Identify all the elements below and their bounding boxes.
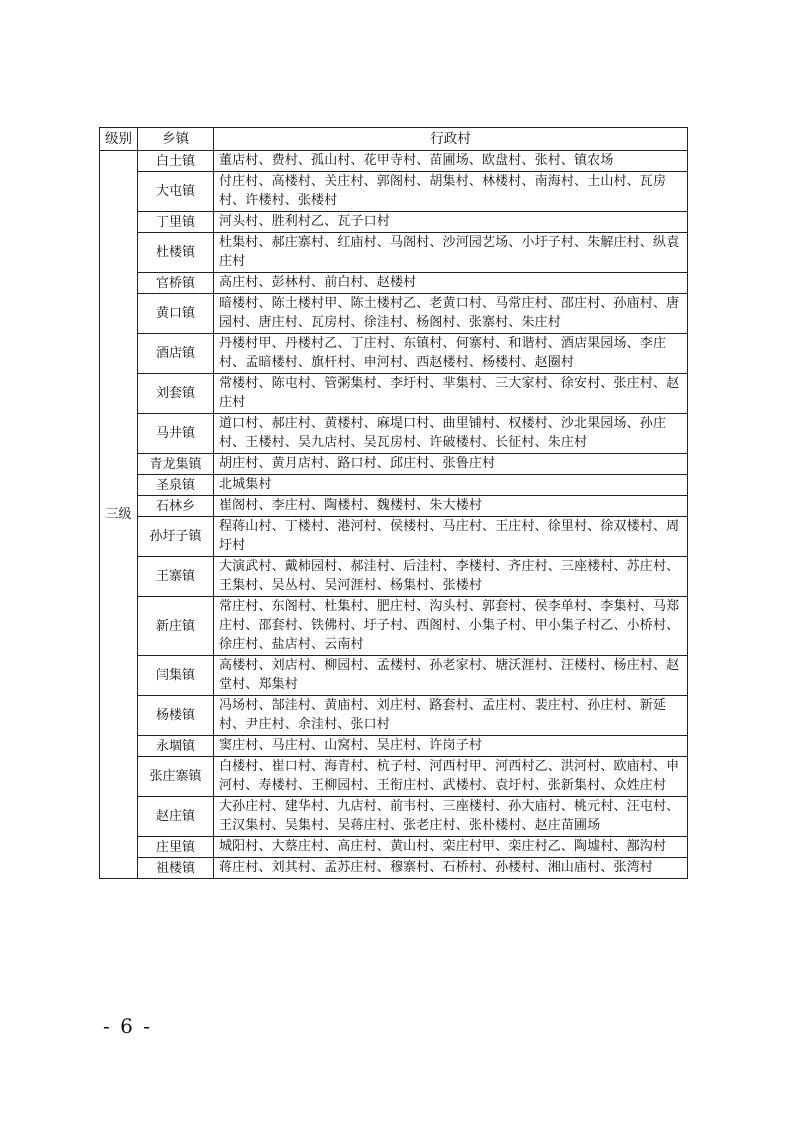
town-cell: 马井镇 (138, 414, 214, 454)
villages-cell: 城阳村、大蔡庄村、高庄村、黄山村、栾庄村甲、栾庄村乙、陶墟村、鄯沟村 (214, 837, 688, 858)
table-row (100, 374, 688, 414)
table-row (100, 858, 688, 879)
town-cell: 张庄寨镇 (138, 757, 214, 797)
villages-cell: 白楼村、崔口村、海青村、杭子村、河西村甲、河西村乙、洪河村、欧庙村、申河村、寿楼村、王柳园村、王衔庄村、武楼村、袁圩村、张新集村、众姓庄村 (214, 757, 688, 797)
town-cell: 石林乡 (138, 496, 214, 517)
table-row (100, 517, 688, 557)
villages-cell: 高楼村、刘店村、柳园村、孟楼村、孙老家村、塘沃涯村、汪楼村、杨庄村、赵堂村、郑集村 (214, 656, 688, 696)
town-cell: 闫集镇 (138, 656, 214, 696)
table-row (100, 151, 688, 172)
table-row (100, 736, 688, 757)
villages-cell: 胡庄村、黄月店村、路口村、邱庄村、张鲁庄村 (214, 454, 688, 475)
villages-cell: 冯场村、郜洼村、黄庙村、刘庄村、路套村、孟庄村、裴庄村、孙庄村、新延村、尹庄村、余洼村、张口村 (214, 696, 688, 736)
town-cell: 大屯镇 (138, 172, 214, 212)
villages-cell: 崔阁村、李庄村、陶楼村、魏楼村、朱大楼村 (214, 496, 688, 517)
town-cell: 庄里镇 (138, 837, 214, 858)
table-row (100, 496, 688, 517)
table-row (100, 172, 688, 212)
villages-cell: 河头村、胜利村乙、瓦子口村 (214, 212, 688, 233)
village-table (99, 127, 688, 879)
villages-cell: 常庄村、东阁村、杜集村、肥庄村、沟头村、郭套村、侯李单村、李集村、马郑庄村、邵套村、铁佛村、圩子村、西阁村、小集子村、甲小集子村乙、小桥村、徐庄村、盐店村、云南村 (214, 597, 688, 656)
town-cell: 酒店镇 (138, 334, 214, 374)
table-header-row (100, 128, 688, 151)
town-cell: 杜楼镇 (138, 233, 214, 273)
villages-cell: 董店村、费村、孤山村、花甲寺村、苗圃场、欧盘村、张村、镇农场 (214, 151, 688, 172)
villages-cell: 蒋庄村、刘其村、孟苏庄村、穆寨村、石桥村、孙楼村、湘山庙村、张湾村 (214, 858, 688, 879)
table-row (100, 334, 688, 374)
table-row (100, 414, 688, 454)
villages-cell: 道口村、郝庄村、黄楼村、麻堤口村、曲里铺村、权楼村、沙北果园场、孙庄村、王楼村、吴九店村、吴瓦房村、许破楼村、长征村、朱庄村 (214, 414, 688, 454)
table-row (100, 454, 688, 475)
table-row (100, 597, 688, 656)
table-row (100, 757, 688, 797)
table-row (100, 233, 688, 273)
villages-cell: 大孙庄村、建华村、九店村、前韦村、三座楼村、孙大庙村、桃元村、汪屯村、王汉集村、吴集村、吴蒋庄村、张老庄村、张朴楼村、赵庄苗圃场 (214, 797, 688, 837)
table-row (100, 557, 688, 597)
town-cell: 青龙集镇 (138, 454, 214, 475)
villages-cell: 丹楼村甲、丹楼村乙、丁庄村、东镇村、何寨村、和谐村、酒店果园场、李庄村、孟暗楼村、旗杆村、申河村、西赵楼村、杨楼村、赵圈村 (214, 334, 688, 374)
level-cell: 三级 (100, 151, 138, 879)
table-row (100, 212, 688, 233)
town-cell: 白土镇 (138, 151, 214, 172)
town-cell: 杨楼镇 (138, 696, 214, 736)
table-row (100, 837, 688, 858)
town-cell: 新庄镇 (138, 597, 214, 656)
table-row (100, 475, 688, 496)
table-row (100, 294, 688, 334)
villages-cell: 付庄村、高楼村、关庄村、郭阁村、胡集村、林楼村、南海村、土山村、瓦房村、许楼村、张楼村 (214, 172, 688, 212)
town-cell: 丁里镇 (138, 212, 214, 233)
town-cell: 刘套镇 (138, 374, 214, 414)
town-cell: 赵庄镇 (138, 797, 214, 837)
villages-cell: 窦庄村、马庄村、山窝村、吴庄村、许岗子村 (214, 736, 688, 757)
header-villages: 行政村 (214, 128, 688, 151)
town-cell: 圣泉镇 (138, 475, 214, 496)
table-row (100, 696, 688, 736)
header-town: 乡镇 (138, 128, 214, 151)
town-cell: 祖楼镇 (138, 858, 214, 879)
town-cell: 孙圩子镇 (138, 517, 214, 557)
town-cell: 王寨镇 (138, 557, 214, 597)
villages-cell: 常楼村、陈屯村、管粥集村、李圩村、芈集村、三大家村、徐安村、张庄村、赵庄村 (214, 374, 688, 414)
villages-cell: 程蒋山村、丁楼村、港河村、侯楼村、马庄村、王庄村、徐里村、徐双楼村、周圩村 (214, 517, 688, 557)
villages-cell: 高庄村、彭林村、前白村、赵楼村 (214, 273, 688, 294)
villages-cell: 北城集村 (214, 475, 688, 496)
page-number: - 6 - (103, 1014, 152, 1038)
villages-cell: 暗楼村、陈土楼村甲、陈土楼村乙、老黄口村、马常庄村、邵庄村、孙庙村、唐园村、唐庄村、瓦房村、徐洼村、杨阁村、张寨村、朱庄村 (214, 294, 688, 334)
table-row (100, 797, 688, 837)
town-cell: 官桥镇 (138, 273, 214, 294)
header-level: 级别 (100, 128, 138, 151)
villages-cell: 大演武村、戴柿园村、郝洼村、后洼村、李楼村、齐庄村、三座楼村、苏庄村、王集村、吴丛村、吴河涯村、杨集村、张楼村 (214, 557, 688, 597)
table-row (100, 656, 688, 696)
table-row (100, 273, 688, 294)
town-cell: 黄口镇 (138, 294, 214, 334)
town-cell: 永堌镇 (138, 736, 214, 757)
villages-cell: 杜集村、郝庄寨村、红庙村、马阁村、沙河园艺场、小圩子村、朱解庄村、纵袁庄村 (214, 233, 688, 273)
